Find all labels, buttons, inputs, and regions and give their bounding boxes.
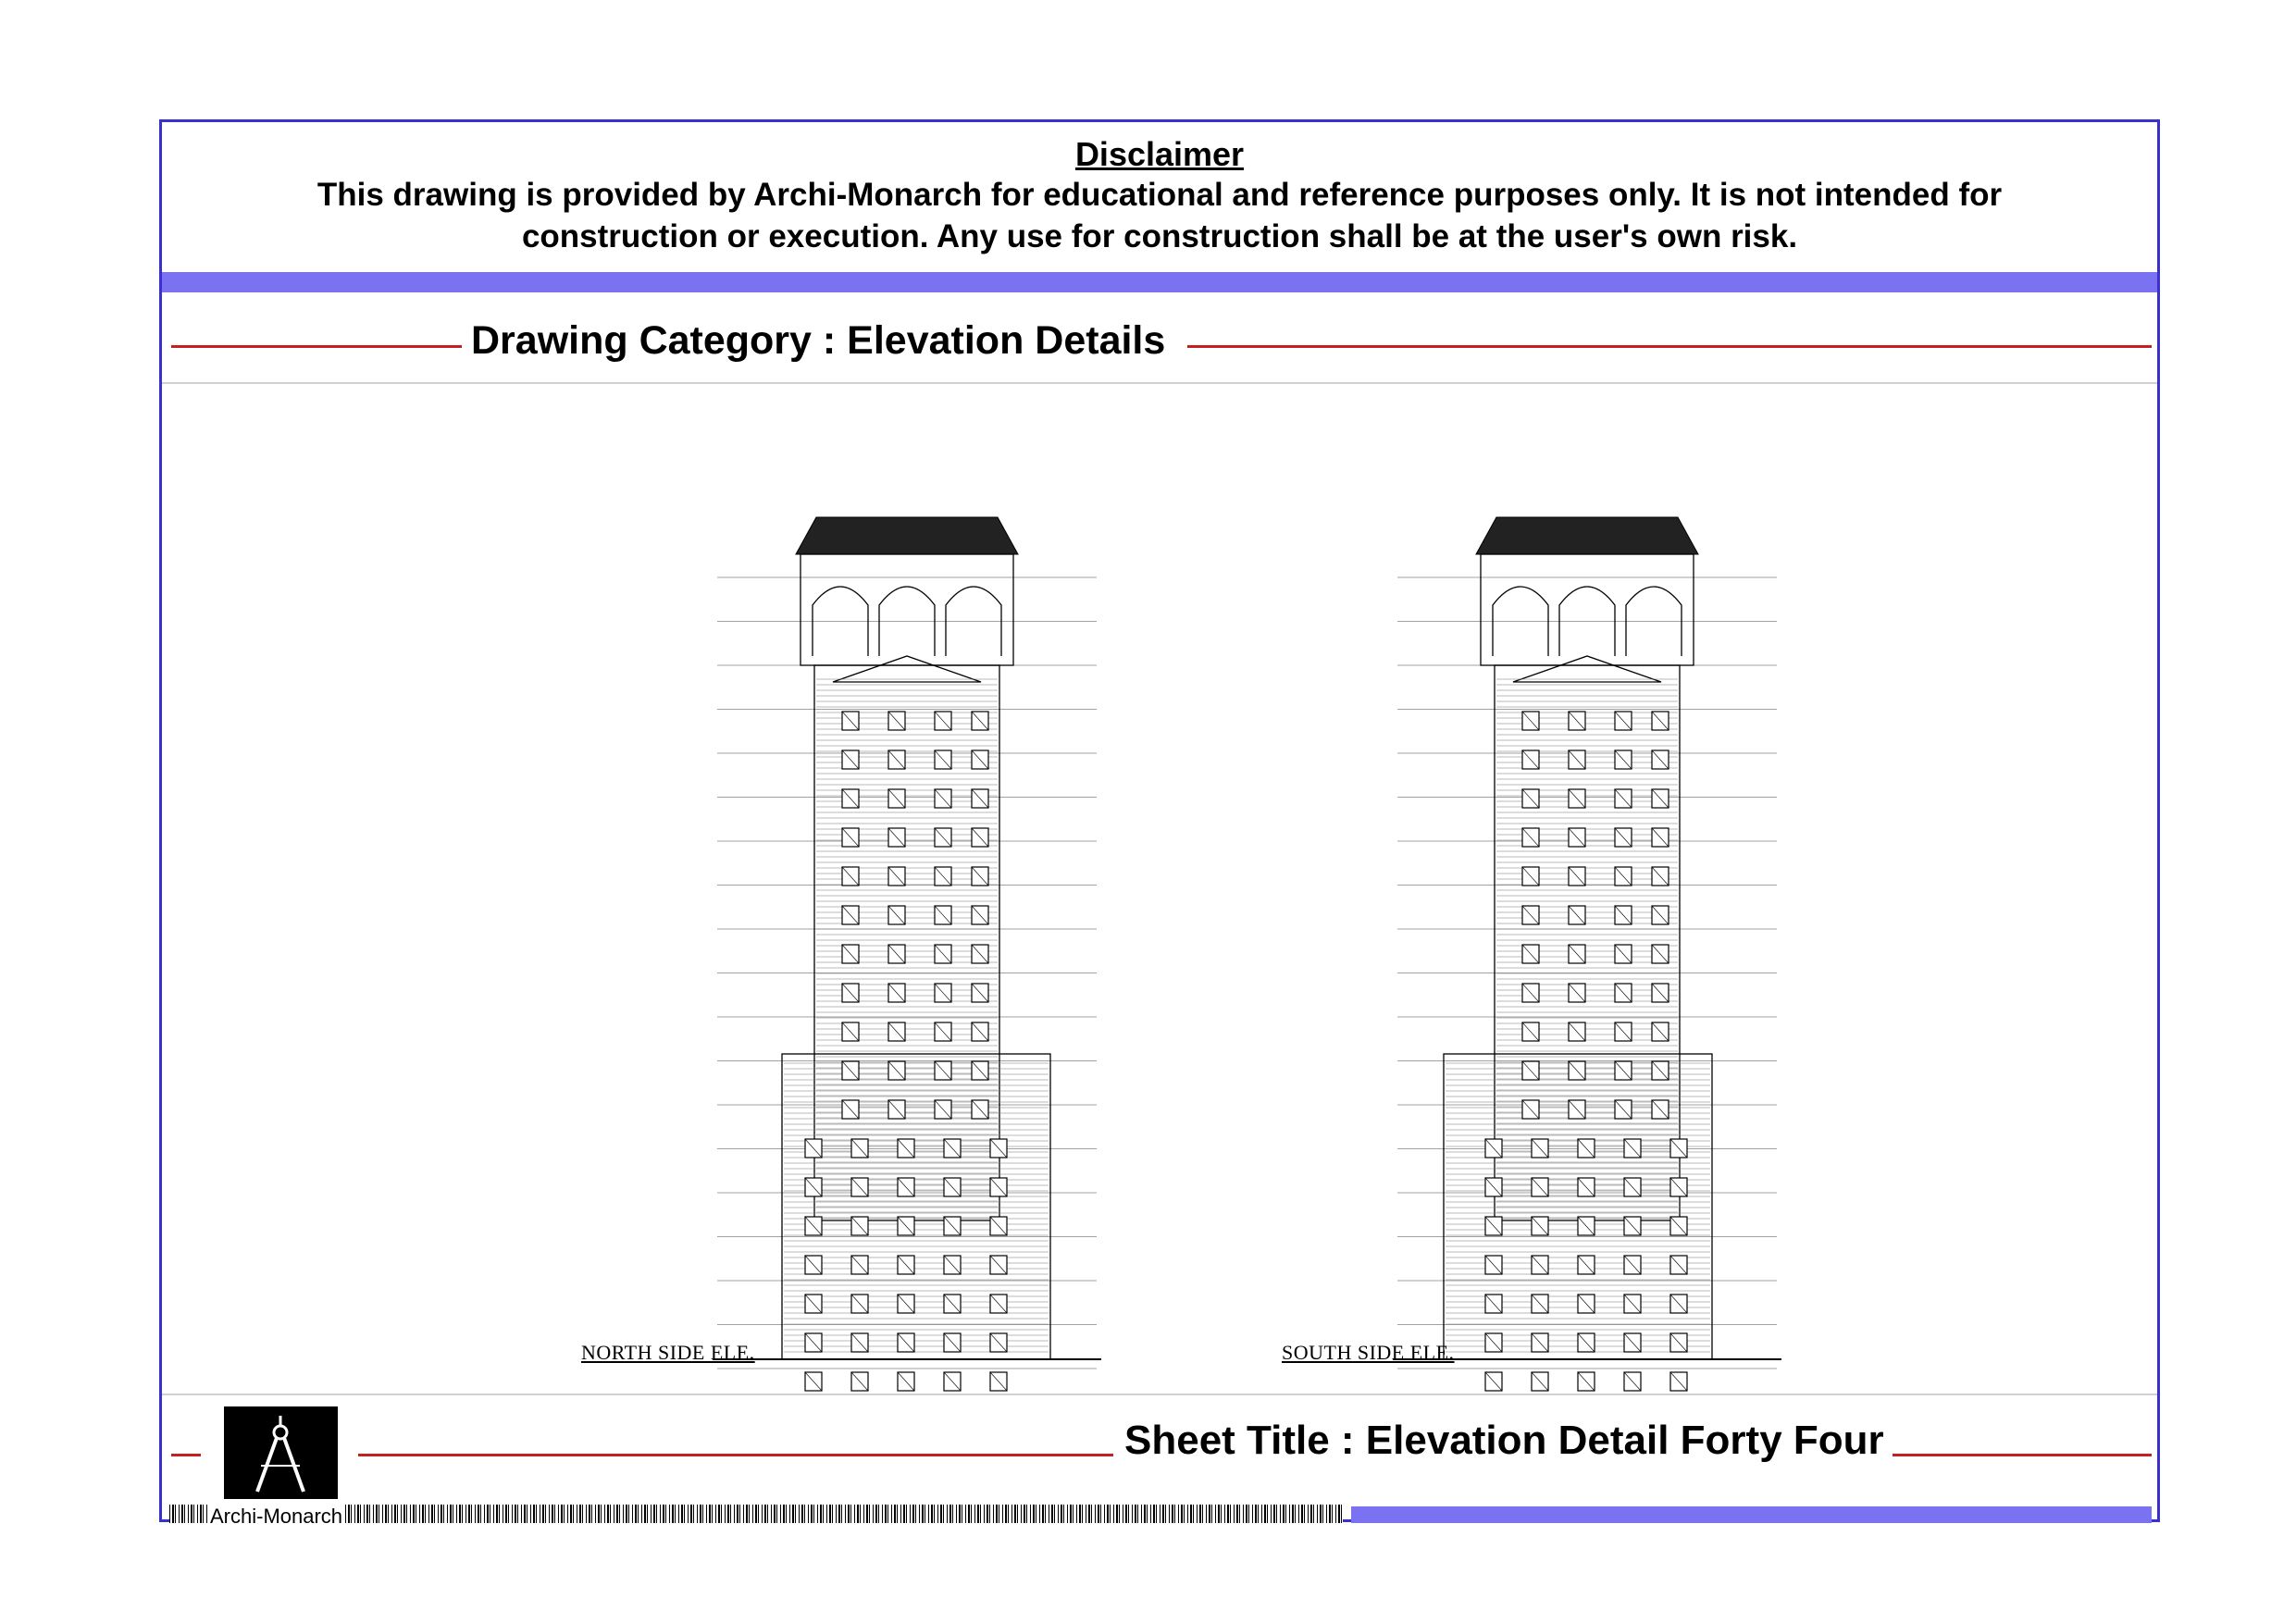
north-attic [800, 554, 1013, 665]
disclaimer-text: This drawing is provided by Archi-Monarch for educational and reference purposes only. It is not intended for construction or execution. Any use for construction shall be at the user's own risk. [316, 177, 2003, 254]
disclaimer-block [162, 122, 2157, 272]
south-elevation-caption: SOUTH SIDE ELE. [1282, 1341, 1455, 1364]
north-roof [796, 517, 1018, 554]
north-tower [814, 665, 999, 1220]
barcode-strip [169, 1505, 1343, 1523]
footer-rule-right [1893, 1454, 2152, 1456]
category-row [162, 318, 2157, 374]
south-roof [1476, 517, 1698, 554]
elevation-drawings [162, 383, 2157, 1401]
footer-rule-mid [358, 1454, 1113, 1456]
compass-logo-icon [224, 1406, 338, 1499]
footer-band [1351, 1506, 2152, 1523]
north-elevation-caption: NORTH SIDE ELE. [581, 1341, 755, 1364]
category-rule-right [1187, 345, 2152, 348]
footer-rule-left [171, 1454, 201, 1456]
category-label: Drawing Category : Elevation Details [471, 318, 1166, 363]
drawing-sheet [159, 119, 2160, 1528]
sheet-title: Sheet Title : Elevation Detail Forty Four [1124, 1418, 1884, 1463]
disclaimer-title: Disclaimer [1074, 135, 1245, 173]
south-tower [1495, 665, 1680, 1220]
footer-separator [162, 1394, 2157, 1395]
south-pediment [1513, 656, 1661, 682]
south-attic [1481, 554, 1694, 665]
category-rule-left [171, 345, 462, 348]
footer [162, 1397, 2157, 1528]
brand-name: Archi-Monarch [210, 1505, 343, 1528]
drawing-area [162, 383, 2157, 1514]
north-pediment [833, 656, 981, 682]
header-band [162, 272, 2157, 292]
